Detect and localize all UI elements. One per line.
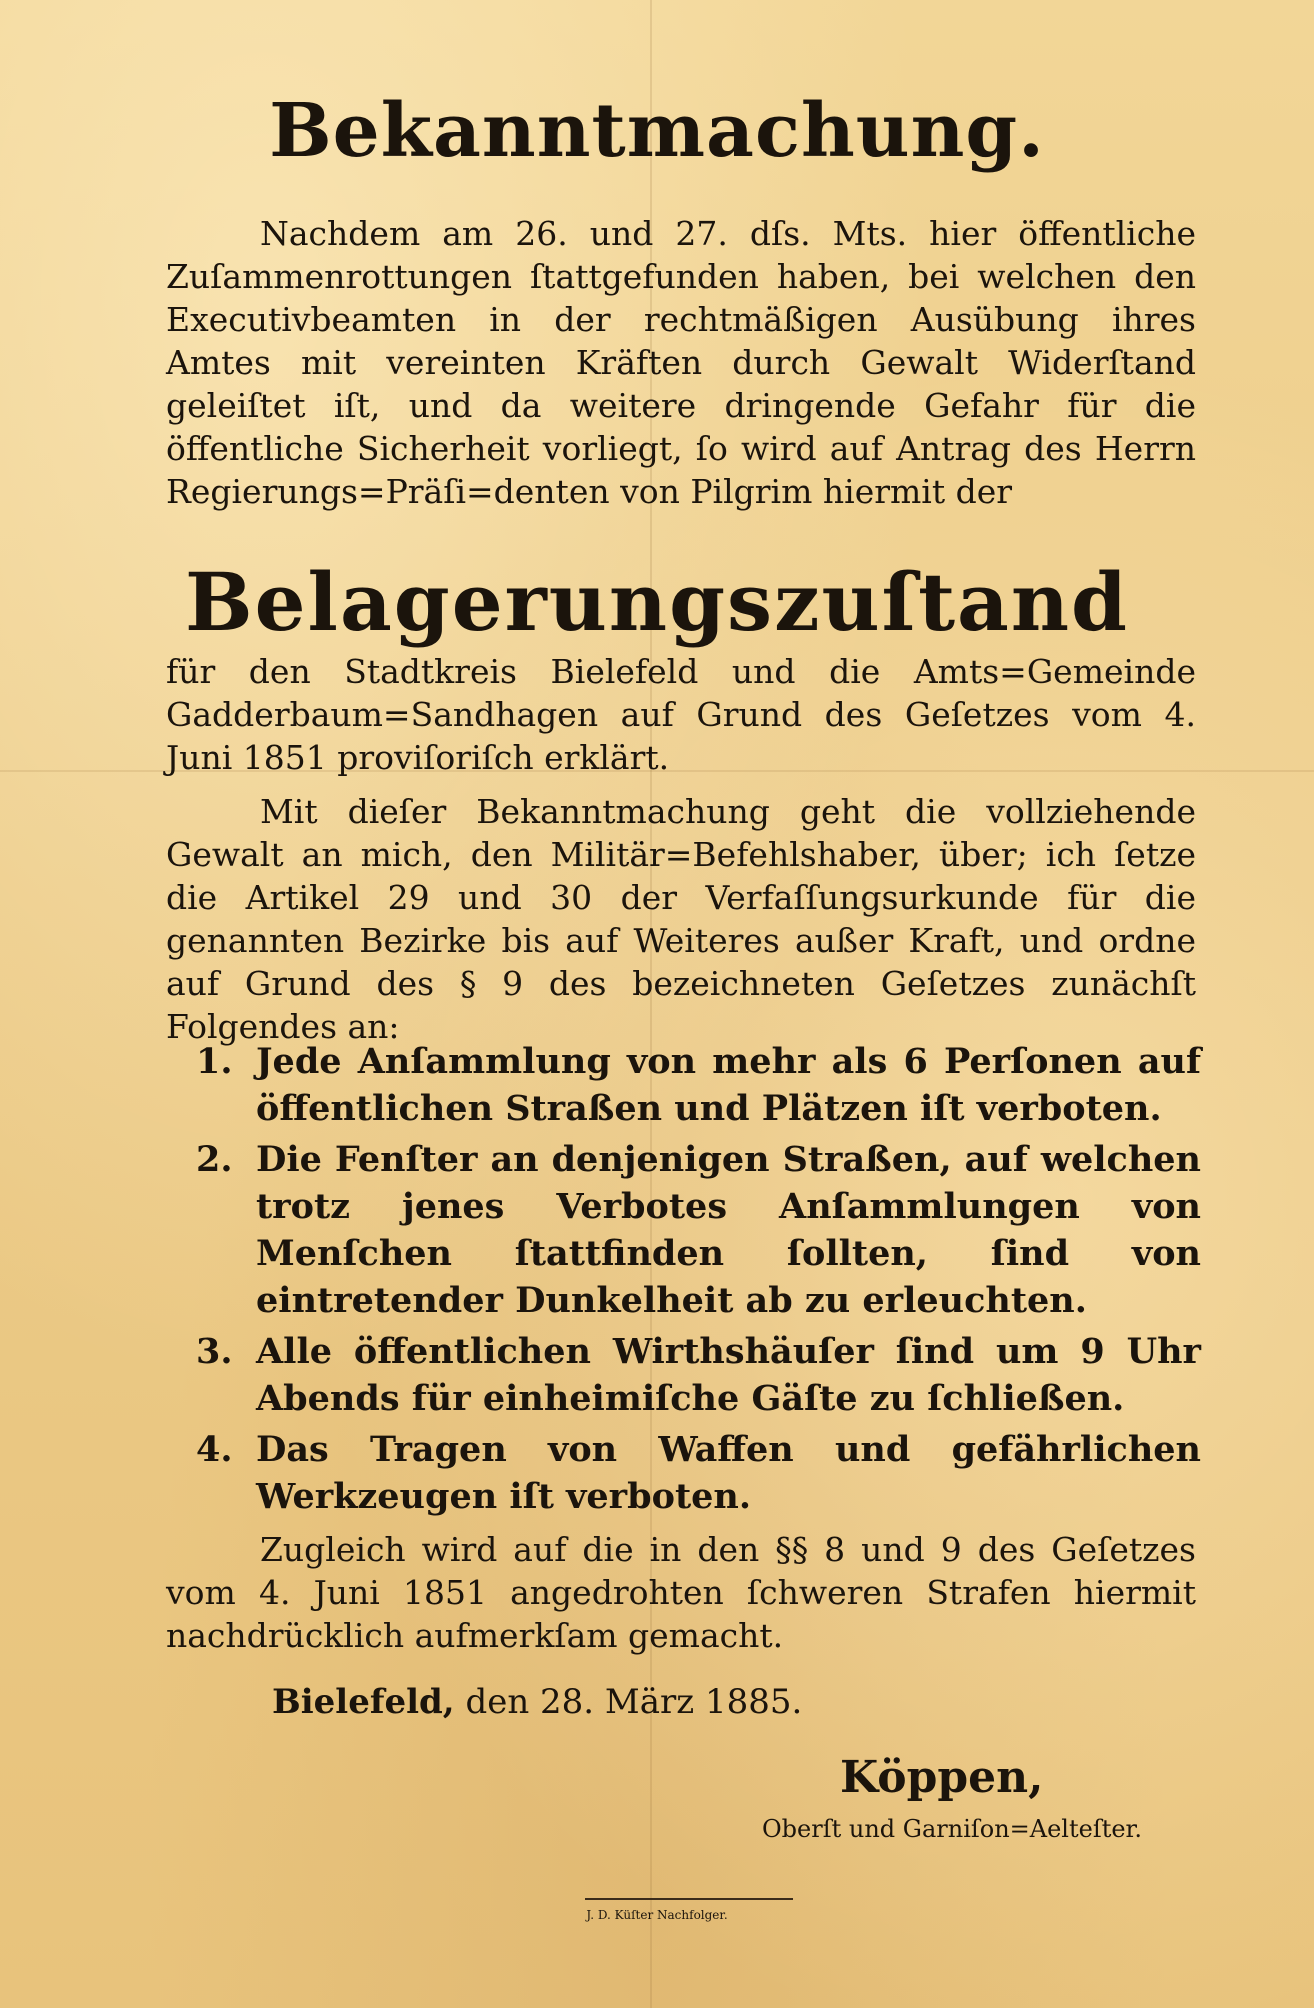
- rule-item: [196, 1426, 1201, 1520]
- intro-paragraph: Nachdem am 26. und 27. dſs. Mts. hier öffentliche Zuſammenrottungen ſtattgefunden haben, bei welchen den Executivbeamten in der rechtmäßigen Ausübung ihres Amtes mit vereinten Kräften durch Gewalt Widerſtand geleiſtet iſt, und da weitere dringende Gefahr für die öffentliche Sicherheit vorliegt, ſo wird auf Antrag des Herrn Regierungs=Präſi=denten von Pilgrim hiermit der: [166, 214, 1196, 511]
- printer-imprint: J. D. Küſter Nachfolger.: [586, 1908, 728, 1922]
- closing-paragraph: Zugleich wird auf die in den §§ 8 und 9 des Geſetzes vom 4. Juni 1851 angedrohten ſchweren Strafen hiermit nachdrücklich aufmerkſam gemacht.: [166, 1530, 1196, 1655]
- footer-rule: [585, 1898, 793, 1900]
- rule-item: [196, 1328, 1201, 1422]
- place: Bielefeld,: [272, 1682, 455, 1722]
- signature-name: Köppen,: [840, 1752, 1044, 1803]
- signature-title: Oberſt und Garniſon=Aelteſter.: [762, 1815, 1143, 1843]
- date: den 28. März 1885.: [465, 1682, 803, 1722]
- declaration-paragraph: für den Stadtkreis Bielefeld und die Amts=Gemeinde Gadderbaum=Sandhagen auf Grund des Geſetzes vom 4. Juni 1851 proviſoriſch erklärt.: [166, 652, 1196, 777]
- rule-number: 4.: [196, 1429, 233, 1470]
- document-title: Bekanntmachung.: [269, 88, 1045, 174]
- rule-text: Alle öffentlichen Wirthshäuſer ſind um 9 Uhr Abends für einheimiſche Gäſte zu ſchließen.: [256, 1331, 1201, 1419]
- place-and-date: [272, 1682, 802, 1722]
- rule-text: Das Tragen von Waffen und gefährlichen Werkzeugen iſt verboten.: [256, 1429, 1201, 1517]
- headline-state-of-siege: Belagerungszuſtand: [185, 555, 1129, 649]
- rule-number: 1.: [196, 1041, 233, 1082]
- rule-text: Die Fenſter an denjenigen Straßen, auf welchen trotz jenes Verbotes Anſammlungen von Menſchen ſtattfinden ſollten, ſind von eintretender Dunkelheit ab zu erleuchten.: [256, 1139, 1201, 1321]
- rule-number: 2.: [196, 1139, 233, 1180]
- rule-number: 3.: [196, 1331, 233, 1372]
- rule-item: [196, 1038, 1201, 1132]
- rule-item: [196, 1136, 1201, 1324]
- authority-paragraph: Mit dieſer Bekanntmachung geht die vollziehende Gewalt an mich, den Militär=Befehlshaber, über; ich ſetze die Artikel 29 und 30 der Verfaſſungsurkunde für die genannten Bezirke bis auf Weiteres außer Kraft, und ordne auf Grund des § 9 des bezeichneten Geſetzes zunächſt Folgendes an:: [166, 792, 1196, 1046]
- rules-list: [196, 1038, 1201, 1524]
- rule-text: Jede Anſammlung von mehr als 6 Perſonen auf öffentlichen Straßen und Plätzen iſt verboten.: [256, 1041, 1201, 1129]
